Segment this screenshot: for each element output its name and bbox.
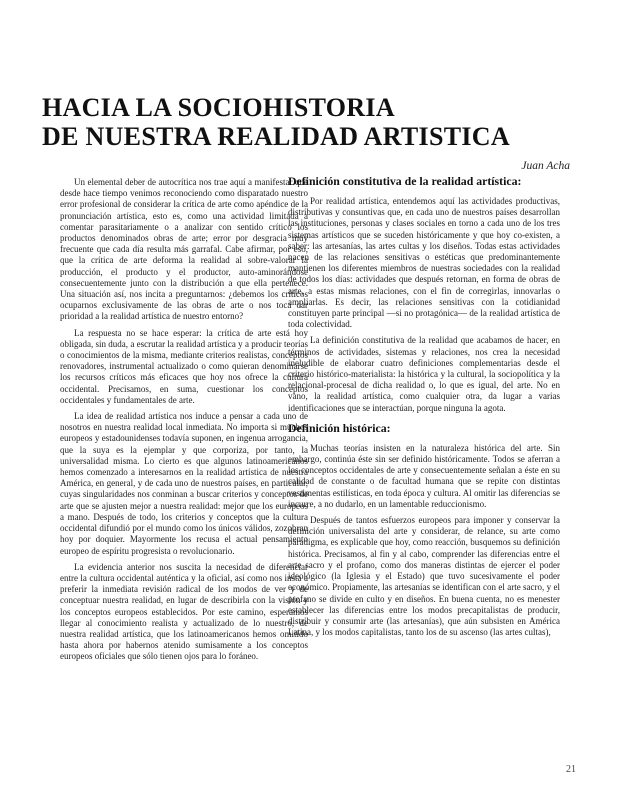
article-title	[42, 93, 582, 151]
left-paragraph-2: La respuesta no se hace esperar: la crítica de arte está hoy obligada, sin duda, a escrutar la realidad artística y a producir teorías o conocimientos de la misma, mediante criterios realistas, conceptos renovadores, instrumental actualizado o como quieran denominarse los recursos críticos más eficaces que hoy nos ofrece la cultura occidental. Precisamos, en suma, cuestionar los conceptos occidentales y fundamentales de arte.	[60, 327, 308, 405]
page-number: 21	[566, 764, 576, 775]
left-paragraph-3: La idea de realidad artística nos induce a pensar a cada uno de nosotros en nuestra realidad local inmediata. No importa si muchos europeos y estadounidenses todavía suponen, en ingenua arrogancia, que la suya es la ejemplar y que corporiza, por tanto, la universalidad misma. Lo cierto es que algunos latinoamericanos hemos comenzado a interesarnos en la realidad artística de nuestra América, en general, y de cada uno de nuestros países, en particular, cuyas singularidades nos conminan a buscar criterios y conceptos de arte que se ajusten mejor a nuestra realidad: mejor que los europeos a mano. Después de todo, los criterios y conceptos que la cultura occidental difundió por el mundo como los únicos válidos, zozobran hoy por doquier. Mayormente los recusa el actual pensamiento europeo de espíritu progresista o revolucionario.	[60, 411, 308, 556]
left-column	[60, 177, 308, 668]
article-title-line-2: DE NUESTRA REALIDAD ARTISTICA	[42, 122, 510, 151]
right-section1-paragraph-1: Por realidad artística, entendemos aquí las actividades productivas, distributivas y consuntivas que, en cada uno de nuestros países desarrollan las instituciones, personas y clases sociales en torno a cada uno de los tres sistemas artísticos que se suceden históricamente y que hoy co-existen, a saber: las artesanías, las artes cultas y los diseños. Todas estas actividades nacen de las relaciones sensitivas o estéticas que predominantemente mantienen los diferentes miembros de nuestras sociedades con la realidad de todos los días: actividades que después retornan, en forma de obras de arte, a estas mismas relaciones, con el fin de corregirlas, innovarlas o ampliarlas. Es decir, las relaciones sensitivas con la cotidianidad constituyen parte principal —si no protagónica— de la realidad artística de toda colectividad.	[288, 196, 560, 330]
section-heading-definicion-constitutiva: Definición constitutiva de la realidad artística:	[288, 174, 522, 188]
right-section1-paragraph-2: La definición constitutiva de la realidad que acabamos de hacer, en términos de actividades, sistemas y relaciones, nos crea la necesidad ineludible de elaborar cuatro definiciones complementarias desde el criterio histórico-materialista: la histórica y la cultural, la sociopolítica y la relacional-procesal de dicha realidad o, lo que es igual, del arte. No en vano, la realidad artística, como cualquier otra, da lugar a varias identificaciones que se interactúan, porque ninguna la agota.	[288, 335, 560, 413]
article-title-line-1: HACIA LA SOCIOHISTORIA	[42, 93, 395, 122]
section-heading-definicion-historica: Definición histórica:	[288, 420, 391, 435]
right-section2-paragraph-1: Muchas teorías insisten en la naturaleza histórica del arte. Sin embargo, continúa éste sin ser definido históricamente. Todos se aferran a los conceptos occidentales de arte y consecuentemente señalan a éste en su calidad de constante o de facultad humana que se repite con distintas vestimentas estilísticas, en toda época y cultura. Al omitir las diferencias se incurre, a no dudarlo, en un lamentable reduccionismo.	[288, 442, 560, 509]
right-section2-paragraph-2: Después de tantos esfuerzos europeos para imponer y conservar la definición universalista del arte y considerar, de relance, su arte como paradigma, es explicable que hoy, como reacción, busquemos su definición histórica. Precisamos, al fin y al cabo, comprender las diferencias entre el arte sacro y el profano, como dos maneras distintas de ejercer el poder ideológico (la Iglesia y el Estado) que tuvo sucesivamente el poder económico. Propiamente, las artesanías se identifican con el arte sacro, y el profano se divide en culto y en diseños. En buena cuenta, no es menester establecer las diferencias entre los modos precapitalistas de producir, distribuir y consumir arte (las artesanías), que aún subsisten en América Latina, y los modos capitalistas, tanto los de su ascenso (las artes cultas),	[288, 515, 560, 638]
right-column	[288, 175, 560, 643]
author-name: Juan Acha	[521, 160, 570, 172]
left-paragraph-1: Un elemental deber de autocrítica nos trae aquí a manifestar que desde hace tiempo venimos reconociendo como disparatado nuestro error profesional de considerar la crítica de arte como apéndice de la pronunciación artística, esto es, como una actividad limitada a comentar parasitariamente o a analizar con sentido crítico los productos denominados obras de arte; error por desgracia muy frecuente que cada día resulta más garrafal. Cabe afirmar, por eso, que la crítica de arte deforma la realidad al sobre-valorar la producción, el producto y el productor, auto-aminorándose consecuentemente junto con la distribución a que ella pertenece. Una situación así, nos incita a preguntarnos: ¿debemos los críticos ocuparnos exclusivamente de las obras de arte o nos toca dar prioridad a la realidad artística de nuestro entorno?	[60, 177, 308, 322]
left-paragraph-4: La evidencia anterior nos suscita la necesidad de diferenciar entre la cultura occidental auténtica y la oficial, así como nos insta a preferir la inmediata revisión radical de los modos de ver y de conceptuar nuestra realidad, en lugar de describirla con la visión y los conceptos europeos establecidos. Por este camino, esperamos llegar al conocimiento realista y actualizado de lo nuestro, de nuestra realidad artística, que los latinoamericanos hemos omitido hasta ahora por habernos atenido sumisamente a los conceptos europeos oficiales que sólo tienen ojos para lo foráneo.	[60, 561, 308, 662]
